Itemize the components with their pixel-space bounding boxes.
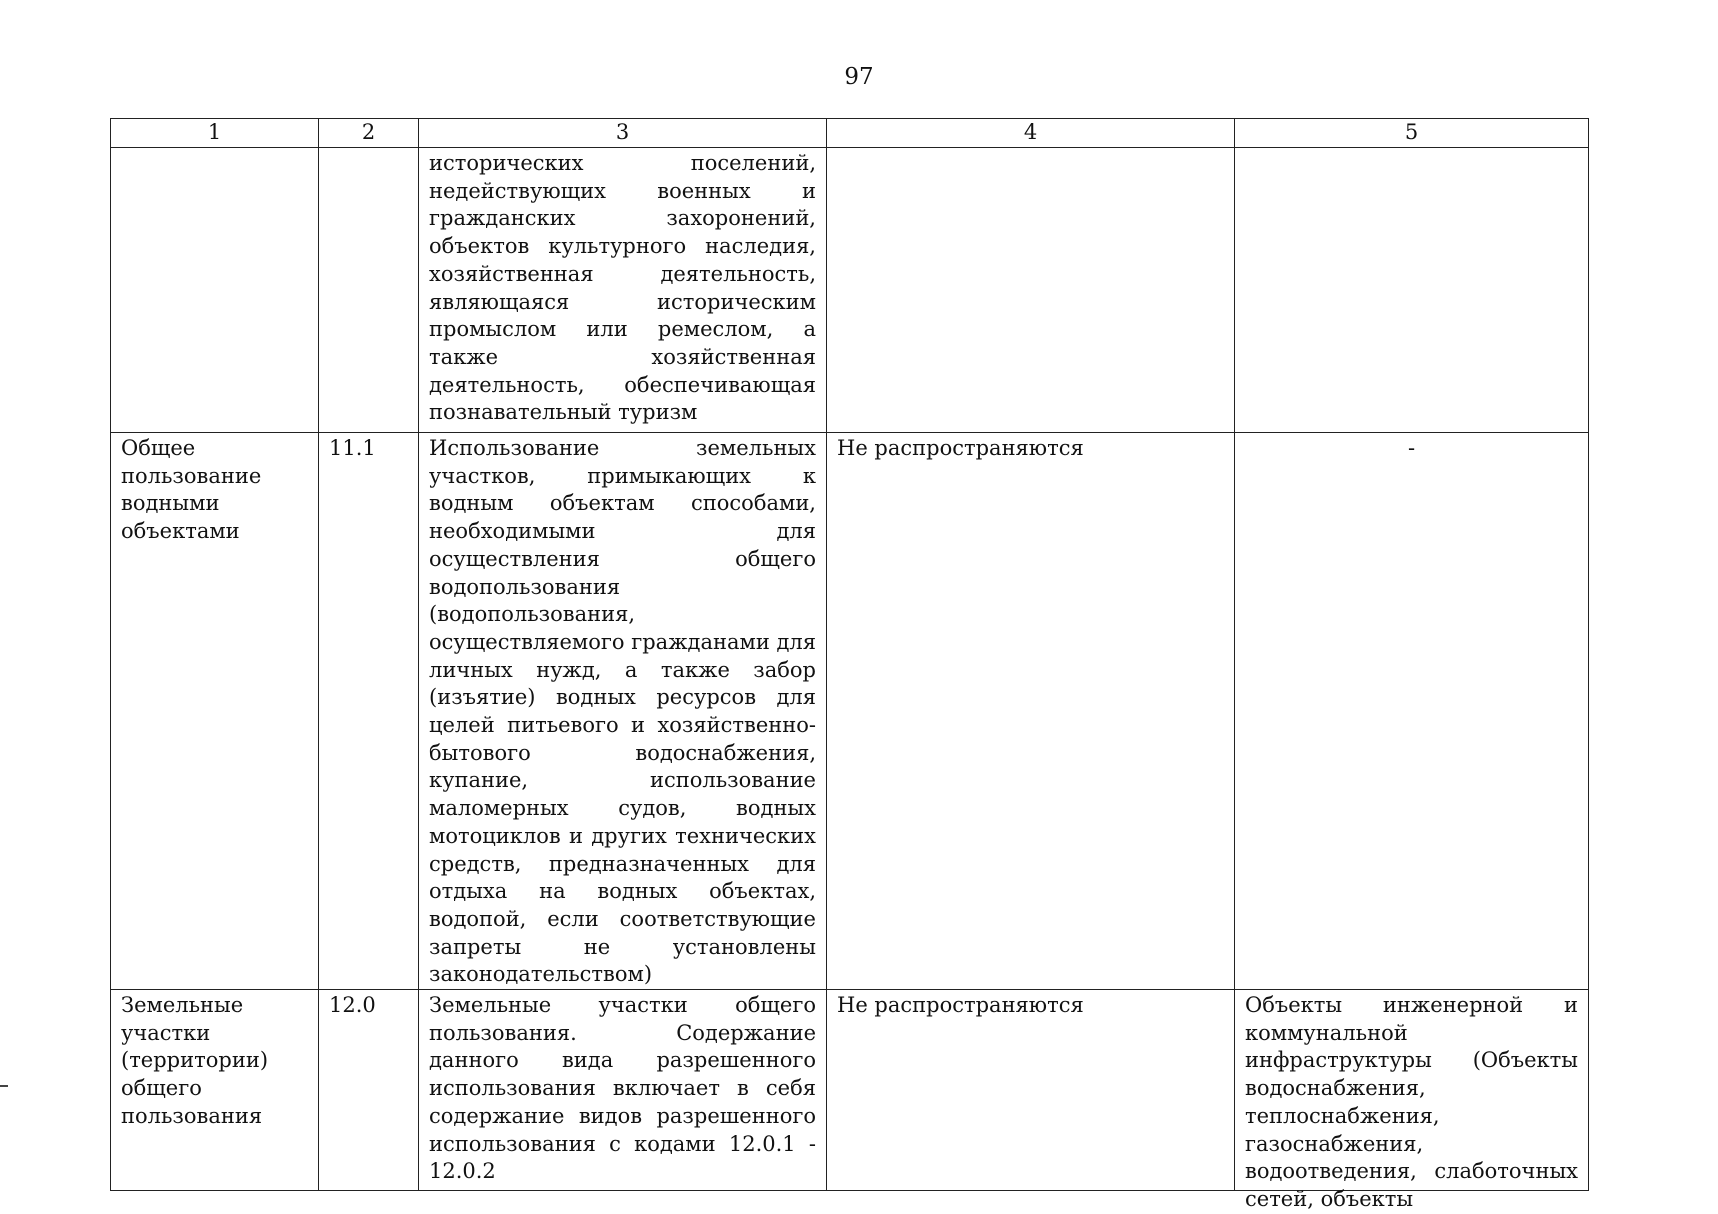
column-header-4: 4 [827,119,1235,148]
auxiliary-uses-cell [1235,148,1589,433]
restrictions-cell [827,148,1235,433]
table-row [111,148,1589,433]
auxiliary-uses-cell [1235,990,1589,1211]
table-header-row [111,119,1589,148]
scan-edge-mark [0,1085,8,1087]
use-name-text: Земельные участки (территории) общего пользования [121,993,269,1128]
restrictions-text: Не распространяются [837,993,1084,1018]
use-code-text: 12.0 [329,993,376,1018]
table-row [111,433,1589,990]
column-header-3: 3 [419,119,827,148]
page-number: 97 [844,64,874,90]
use-name-cell: Общее пользование водными объектами [111,433,319,990]
use-description-cell: Использование земельных участков, примыкающих к водным объектам способами, необходимыми для осуществления общего водопользования (водопользования, осуществляемого гражданами для личных нужд, а также забор (изъятие) водных ресурсов для целей питьевого и хозяйственно-бытового водоснабжения, купание, использование маломерных судов, водных мотоциклов и других технических средств, предназначенных для отдыха на водных объектах, водопой, если соответствующие запреты не установлены законодательством) [419,433,827,990]
use-description-text: Земельные участки общего пользования. Содержание данного вида разрешенного использования включает в себя содержание видов разрешенного использования с кодами 12.0.1 - 12.0.2 [429,993,816,1184]
restrictions-cell: Не распространяются [827,433,1235,990]
column-header-2: 2 [319,119,419,148]
restrictions-cell [827,990,1235,1191]
auxiliary-uses-cell: - [1235,433,1589,990]
use-code-cell [319,990,419,1191]
auxiliary-uses-text: Объекты инженерной и коммунальной инфраструктуры (Объекты водоснабжения, теплоснабжения, газоснабжения, водоотведения, слаботочных сетей, объекты [1245,993,1578,1211]
use-code-cell [319,148,419,433]
column-header-1: 1 [111,119,319,148]
use-name-cell [111,148,319,433]
regulations-table [110,118,1589,1211]
use-description-cell [419,990,827,1191]
table-row [111,990,1589,1191]
use-description-cell: исторических поселений, недействующих военных и гражданских захоронений, объектов культурного наследия, хозяйственная деятельность, являющаяся историческим промыслом или ремеслом, а также хозяйственная деятельность, обеспечивающая познавательный туризм [419,148,827,433]
use-name-cell [111,990,319,1191]
use-code-cell: 11.1 [319,433,419,990]
column-header-5: 5 [1235,119,1589,148]
